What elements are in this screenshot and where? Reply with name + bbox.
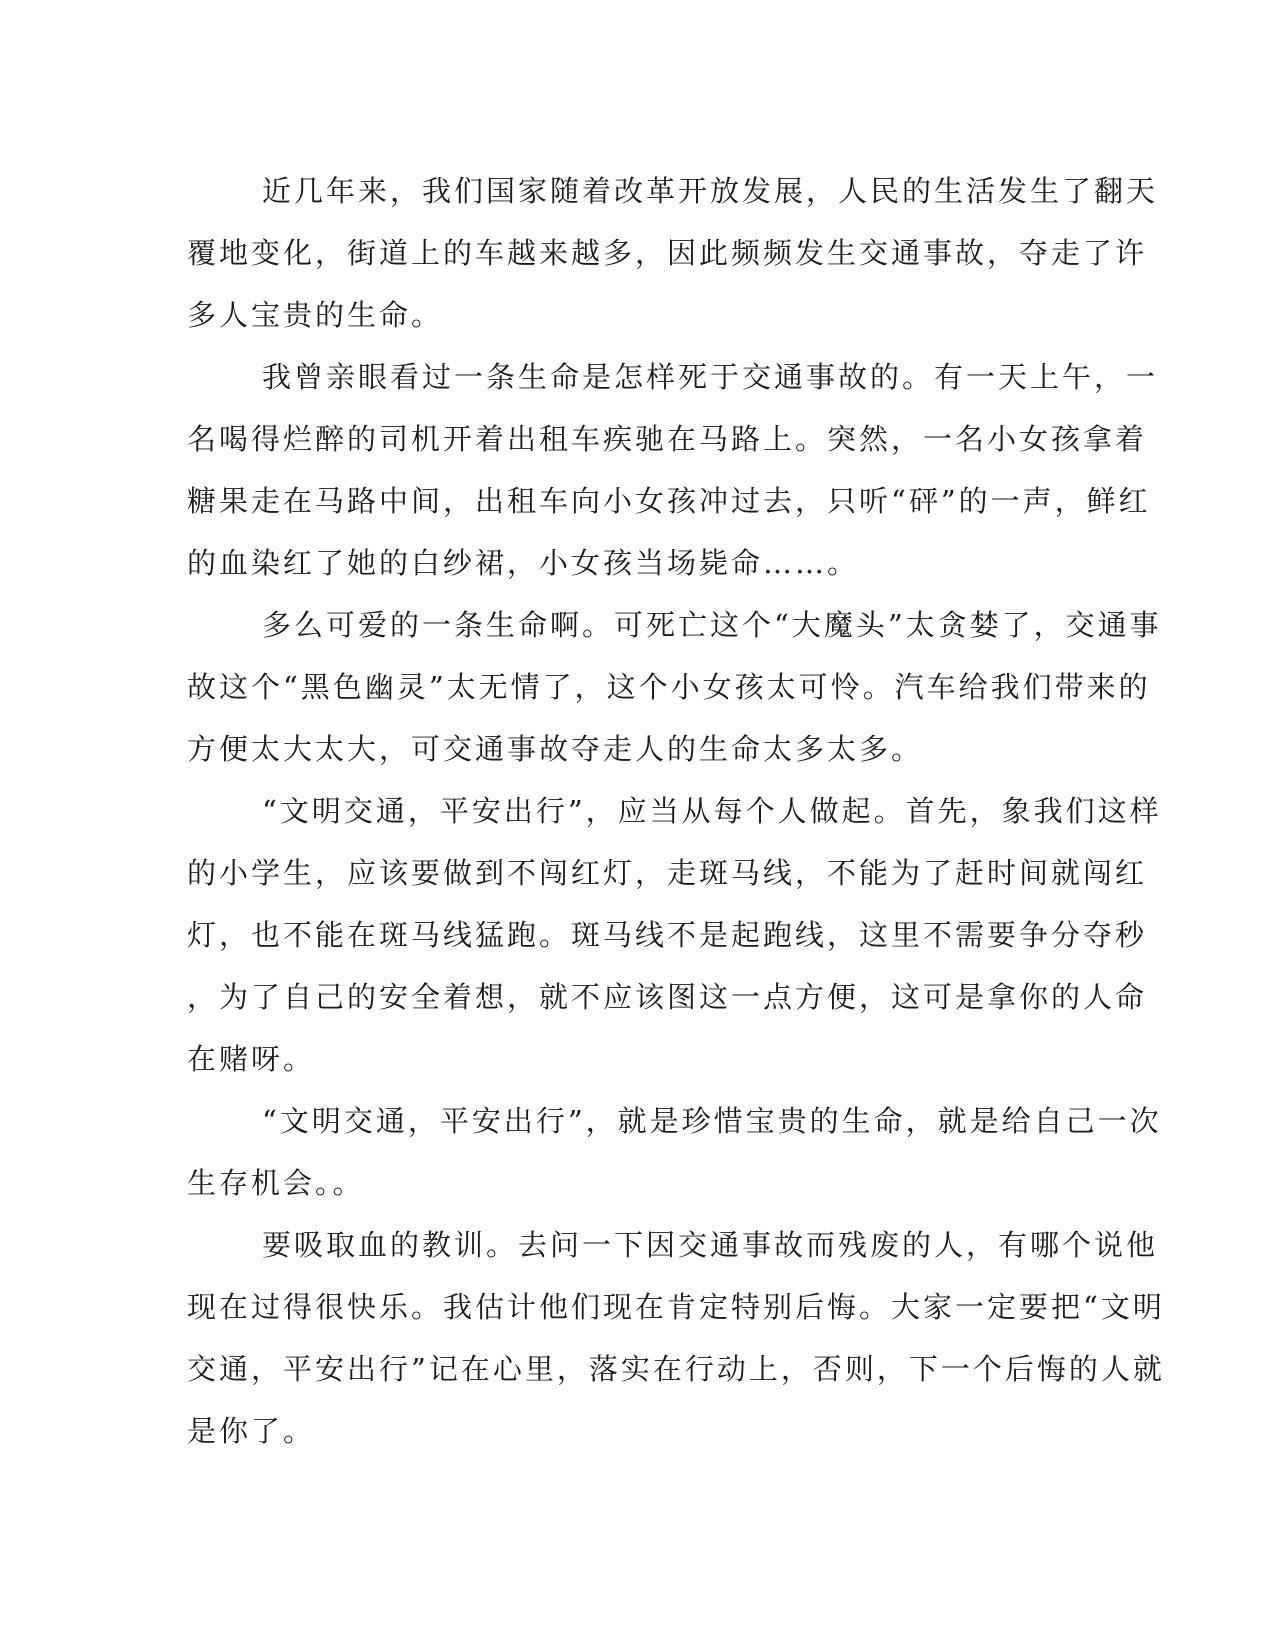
text-line: 多么可爱的一条生命啊。可死亡这个“大魔头”太贪婪了，交通事 [262, 608, 1162, 642]
text-line: 糖果走在马路中间，出租车向小女孩冲过去，只听“砰”的一声，鲜红 [187, 484, 1151, 518]
text-line: 的血染红了她的白纱裙，小女孩当场毙命……。 [187, 546, 860, 580]
text-line: 是你了。 [187, 1414, 316, 1448]
text-line: 覆地变化，街道上的车越来越多，因此频频发生交通事故，夺走了许 [187, 236, 1148, 270]
text-line: ，为了自己的安全着想，就不应该图这一点方便，这可是拿你的人命 [187, 980, 1148, 1014]
text-line: 生存机会。。 [187, 1166, 365, 1200]
text-line: “文明交通，平安出行”，就是珍惜宝贵的生命，就是给自己一次 [262, 1104, 1162, 1138]
text-line: 故这个“黑色幽灵”太无情了，这个小女孩太可怜。汽车给我们带来的 [187, 670, 1151, 704]
text-line: 方便太大太大，可交通事故夺走人的生命太多太多。 [187, 732, 924, 766]
text-line: “文明交通，平安出行”，应当从每个人做起。首先，象我们这样 [262, 794, 1162, 828]
essay-body [187, 160, 1165, 1462]
text-line: 的小学生，应该要做到不闯红灯，走斑马线，不能为了赶时间就闯红 [187, 856, 1148, 890]
paragraph-2 [187, 346, 1159, 594]
text-line: 现在过得很快乐。我估计他们现在肯定特别后悔。大家一定要把“文明 [187, 1290, 1165, 1324]
paragraph-1 [187, 160, 1159, 346]
text-line: 名喝得烂醉的司机开着出租车疾驰在马路上。突然，一名小女孩拿着 [187, 422, 1148, 456]
text-line: 在赌呀。 [187, 1042, 316, 1076]
text-line: 我曾亲眼看过一条生命是怎样死于交通事故的。有一天上午，一 [262, 360, 1159, 394]
text-line: 要吸取血的教训。去问一下因交通事故而残废的人，有哪个说他 [262, 1228, 1159, 1262]
text-line: 交通，平安出行”记在心里，落实在行动上，否则，下一个后悔的人就 [187, 1352, 1165, 1386]
text-line: 近几年来，我们国家随着改革开放发展，人民的生活发生了翻天 [262, 174, 1159, 208]
paragraph-6 [187, 1214, 1165, 1462]
text-line: 多人宝贵的生命。 [187, 298, 444, 332]
paragraph-4 [187, 780, 1162, 1090]
paragraph-3 [187, 594, 1162, 780]
text-line: 灯，也不能在斑马线猛跑。斑马线不是起跑线，这里不需要争分夺秒 [187, 918, 1148, 952]
paragraph-5 [187, 1090, 1162, 1214]
